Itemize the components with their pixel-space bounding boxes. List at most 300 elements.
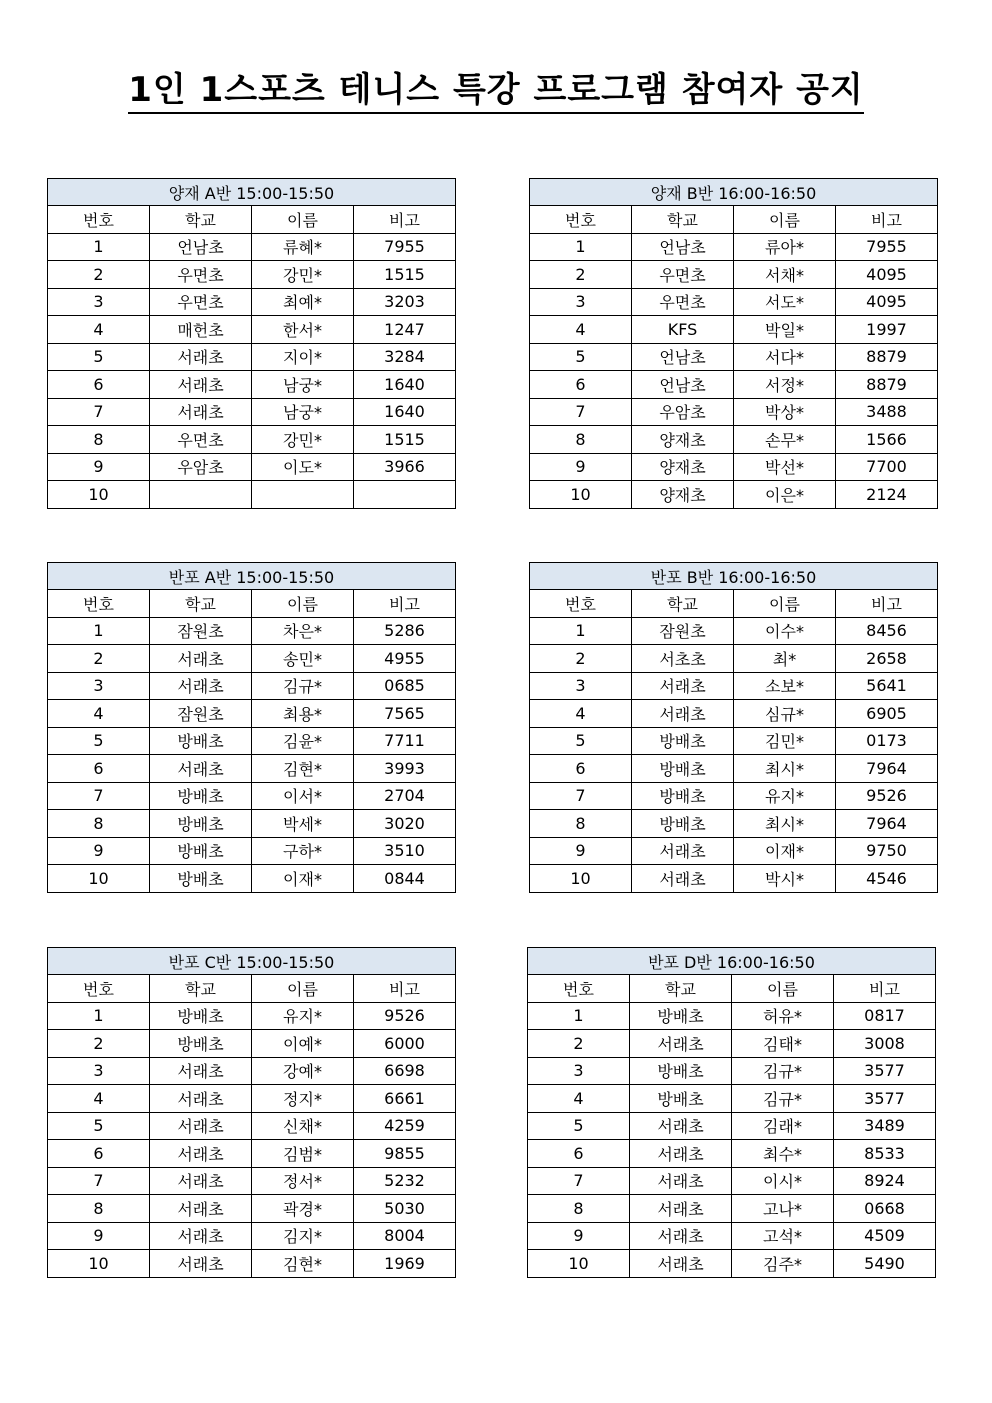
- note-cell: [354, 481, 456, 509]
- column-header: 이름: [252, 206, 354, 234]
- number-cell: 7: [530, 398, 632, 426]
- column-header: 번호: [528, 975, 630, 1003]
- note-cell: 8879: [836, 371, 938, 399]
- number-cell: 2: [48, 1030, 150, 1058]
- column-header: 비고: [354, 206, 456, 234]
- name-cell: 이재*: [734, 837, 836, 865]
- school-cell: 방배초: [632, 782, 734, 810]
- name-cell: 강민*: [252, 426, 354, 454]
- name-cell: 고석*: [732, 1222, 834, 1250]
- school-cell: 서래초: [150, 343, 252, 371]
- note-cell: 3020: [354, 810, 456, 838]
- school-cell: 서래초: [632, 837, 734, 865]
- note-cell: 8879: [836, 343, 938, 371]
- number-cell: 4: [48, 700, 150, 728]
- name-cell: 박선*: [734, 453, 836, 481]
- table-row: [48, 1002, 456, 1030]
- table-row: [48, 727, 456, 755]
- school-cell: 서래초: [630, 1195, 732, 1223]
- school-cell: 우면초: [150, 426, 252, 454]
- note-cell: 7711: [354, 727, 456, 755]
- table-row: [530, 782, 938, 810]
- table-header-row: [48, 975, 456, 1003]
- number-cell: 6: [48, 1140, 150, 1168]
- school-cell: 잠원초: [150, 617, 252, 645]
- name-cell: 소보*: [734, 672, 836, 700]
- note-cell: 6661: [354, 1085, 456, 1113]
- school-cell: 방배초: [632, 727, 734, 755]
- number-cell: 2: [48, 645, 150, 673]
- roster-table-yangjae-b: [529, 178, 938, 509]
- note-cell: 0817: [834, 1002, 936, 1030]
- number-cell: 10: [48, 481, 150, 509]
- name-cell: 서정*: [734, 371, 836, 399]
- school-cell: 서래초: [150, 1250, 252, 1278]
- name-cell: 심규*: [734, 700, 836, 728]
- note-cell: 0844: [354, 865, 456, 893]
- column-header: 번호: [48, 975, 150, 1003]
- table-row: [530, 755, 938, 783]
- name-cell: 김태*: [732, 1030, 834, 1058]
- column-header: 비고: [354, 975, 456, 1003]
- name-cell: 김규*: [732, 1085, 834, 1113]
- column-header: 번호: [48, 206, 150, 234]
- table-row: [48, 1030, 456, 1058]
- table-row: [48, 1195, 456, 1223]
- note-cell: 5232: [354, 1167, 456, 1195]
- name-cell: 김범*: [252, 1140, 354, 1168]
- number-cell: 5: [528, 1112, 630, 1140]
- school-cell: 잠원초: [150, 700, 252, 728]
- name-cell: 서도*: [734, 288, 836, 316]
- table-row: [528, 1085, 936, 1113]
- table-row: [530, 371, 938, 399]
- school-cell: 우면초: [632, 288, 734, 316]
- school-cell: 서래초: [150, 645, 252, 673]
- name-cell: 구하*: [252, 837, 354, 865]
- number-cell: 4: [528, 1085, 630, 1113]
- name-cell: 이은*: [734, 481, 836, 509]
- name-cell: 김윤*: [252, 727, 354, 755]
- column-header: 번호: [48, 590, 150, 618]
- name-cell: 박일*: [734, 316, 836, 344]
- table-row: [530, 617, 938, 645]
- name-cell: 이수*: [734, 617, 836, 645]
- school-cell: 언남초: [632, 343, 734, 371]
- number-cell: 4: [530, 316, 632, 344]
- table-header-row: [530, 206, 938, 234]
- table-row: [528, 1140, 936, 1168]
- number-cell: 1: [48, 1002, 150, 1030]
- note-cell: 7700: [836, 453, 938, 481]
- number-cell: 5: [48, 727, 150, 755]
- note-cell: 3510: [354, 837, 456, 865]
- table-row: [528, 1057, 936, 1085]
- table-row: [530, 316, 938, 344]
- table-row: [530, 672, 938, 700]
- school-cell: 서래초: [632, 672, 734, 700]
- name-cell: 유지*: [734, 782, 836, 810]
- roster-table-banpo-b: [529, 562, 938, 893]
- note-cell: 6698: [354, 1057, 456, 1085]
- name-cell: 남궁*: [252, 398, 354, 426]
- note-cell: 7955: [354, 233, 456, 261]
- table-row: [48, 617, 456, 645]
- table-row: [48, 1222, 456, 1250]
- number-cell: 9: [48, 453, 150, 481]
- note-cell: 3203: [354, 288, 456, 316]
- note-cell: 4955: [354, 645, 456, 673]
- school-cell: 서래초: [630, 1250, 732, 1278]
- table-row: [530, 727, 938, 755]
- column-header: 학교: [632, 590, 734, 618]
- note-cell: 0173: [836, 727, 938, 755]
- number-cell: 3: [48, 1057, 150, 1085]
- name-cell: 유지*: [252, 1002, 354, 1030]
- number-cell: 9: [48, 837, 150, 865]
- school-cell: 우암초: [150, 453, 252, 481]
- name-cell: 최*: [734, 645, 836, 673]
- number-cell: 6: [530, 755, 632, 783]
- school-cell: 서래초: [630, 1030, 732, 1058]
- note-cell: 8456: [836, 617, 938, 645]
- table-row: [530, 343, 938, 371]
- table-row: [530, 426, 938, 454]
- name-cell: 김현*: [252, 1250, 354, 1278]
- table-caption: 반포 C반 15:00-15:50: [48, 948, 456, 975]
- table-row: [528, 1195, 936, 1223]
- note-cell: 3577: [834, 1085, 936, 1113]
- school-cell: 언남초: [150, 233, 252, 261]
- name-cell: 허유*: [732, 1002, 834, 1030]
- number-cell: 2: [530, 645, 632, 673]
- name-cell: 김규*: [732, 1057, 834, 1085]
- note-cell: 3577: [834, 1057, 936, 1085]
- table-row: [48, 1250, 456, 1278]
- table-row: [48, 1085, 456, 1113]
- number-cell: 9: [530, 453, 632, 481]
- number-cell: 8: [48, 810, 150, 838]
- school-cell: 방배초: [632, 810, 734, 838]
- number-cell: 3: [528, 1057, 630, 1085]
- column-header: 학교: [150, 206, 252, 234]
- note-cell: 5490: [834, 1250, 936, 1278]
- number-cell: 7: [528, 1167, 630, 1195]
- number-cell: 4: [530, 700, 632, 728]
- column-header: 이름: [252, 975, 354, 1003]
- column-header: 번호: [530, 590, 632, 618]
- school-cell: 방배초: [632, 755, 734, 783]
- note-cell: 1640: [354, 398, 456, 426]
- note-cell: 1640: [354, 371, 456, 399]
- table-caption: 반포 D반 16:00-16:50: [528, 948, 936, 975]
- table-row: [48, 453, 456, 481]
- school-cell: 서래초: [632, 865, 734, 893]
- note-cell: 1515: [354, 426, 456, 454]
- school-cell: 방배초: [150, 1030, 252, 1058]
- note-cell: 1566: [836, 426, 938, 454]
- note-cell: 7964: [836, 755, 938, 783]
- note-cell: 3284: [354, 343, 456, 371]
- name-cell: 김규*: [252, 672, 354, 700]
- note-cell: 3966: [354, 453, 456, 481]
- column-header: 번호: [530, 206, 632, 234]
- number-cell: 5: [48, 343, 150, 371]
- table-row: [528, 1250, 936, 1278]
- table-row: [48, 700, 456, 728]
- name-cell: 고나*: [732, 1195, 834, 1223]
- number-cell: 7: [48, 782, 150, 810]
- number-cell: 9: [528, 1222, 630, 1250]
- school-cell: 언남초: [632, 371, 734, 399]
- table-header-row: [530, 590, 938, 618]
- name-cell: 최수*: [732, 1140, 834, 1168]
- table-header-row: [48, 206, 456, 234]
- school-cell: 서래초: [150, 1167, 252, 1195]
- table-row: [48, 782, 456, 810]
- name-cell: 한서*: [252, 316, 354, 344]
- note-cell: 1969: [354, 1250, 456, 1278]
- name-cell: 김주*: [732, 1250, 834, 1278]
- number-cell: 2: [528, 1030, 630, 1058]
- name-cell: 신채*: [252, 1112, 354, 1140]
- table-row: [48, 1140, 456, 1168]
- name-cell: 강예*: [252, 1057, 354, 1085]
- note-cell: 1247: [354, 316, 456, 344]
- school-cell: 서래초: [150, 672, 252, 700]
- table-header-row: [528, 975, 936, 1003]
- school-cell: 서래초: [150, 1085, 252, 1113]
- name-cell: 정서*: [252, 1167, 354, 1195]
- name-cell: 이시*: [732, 1167, 834, 1195]
- note-cell: 4509: [834, 1222, 936, 1250]
- name-cell: 이재*: [252, 865, 354, 893]
- table-row: [48, 837, 456, 865]
- name-cell: 정지*: [252, 1085, 354, 1113]
- note-cell: 5286: [354, 617, 456, 645]
- note-cell: 4095: [836, 288, 938, 316]
- table-row: [528, 1030, 936, 1058]
- table-caption: 반포 B반 16:00-16:50: [530, 563, 938, 590]
- name-cell: 박상*: [734, 398, 836, 426]
- number-cell: 3: [530, 672, 632, 700]
- table-row: [48, 755, 456, 783]
- name-cell: 최시*: [734, 755, 836, 783]
- name-cell: 이서*: [252, 782, 354, 810]
- school-cell: 서래초: [630, 1112, 732, 1140]
- note-cell: 9855: [354, 1140, 456, 1168]
- number-cell: 2: [48, 261, 150, 289]
- note-cell: 2124: [836, 481, 938, 509]
- name-cell: 김민*: [734, 727, 836, 755]
- column-header: 이름: [732, 975, 834, 1003]
- table-row: [48, 645, 456, 673]
- note-cell: 4259: [354, 1112, 456, 1140]
- number-cell: 8: [530, 426, 632, 454]
- number-cell: 4: [48, 316, 150, 344]
- column-header: 비고: [836, 206, 938, 234]
- column-header: 학교: [630, 975, 732, 1003]
- school-cell: 우암초: [632, 398, 734, 426]
- column-header: 비고: [354, 590, 456, 618]
- note-cell: 7955: [836, 233, 938, 261]
- table-row: [530, 398, 938, 426]
- name-cell: 류혜*: [252, 233, 354, 261]
- table-caption: 양재 B반 16:00-16:50: [530, 179, 938, 206]
- name-cell: 최시*: [734, 810, 836, 838]
- table-row: [48, 261, 456, 289]
- roster-table-banpo-d: [527, 947, 936, 1278]
- school-cell: 서래초: [630, 1140, 732, 1168]
- number-cell: 1: [528, 1002, 630, 1030]
- name-cell: 서다*: [734, 343, 836, 371]
- name-cell: 박세*: [252, 810, 354, 838]
- number-cell: 3: [530, 288, 632, 316]
- number-cell: 2: [530, 261, 632, 289]
- table-row: [530, 453, 938, 481]
- number-cell: 5: [530, 343, 632, 371]
- table-row: [530, 645, 938, 673]
- school-cell: 서초초: [632, 645, 734, 673]
- number-cell: 7: [530, 782, 632, 810]
- name-cell: 곽경*: [252, 1195, 354, 1223]
- number-cell: 5: [48, 1112, 150, 1140]
- number-cell: 8: [528, 1195, 630, 1223]
- number-cell: 1: [48, 617, 150, 645]
- column-header: 비고: [834, 975, 936, 1003]
- school-cell: KFS: [632, 316, 734, 344]
- table-row: [530, 837, 938, 865]
- number-cell: 3: [48, 672, 150, 700]
- school-cell: 서래초: [632, 700, 734, 728]
- number-cell: 7: [48, 398, 150, 426]
- school-cell: 우면초: [150, 261, 252, 289]
- school-cell: 서래초: [150, 755, 252, 783]
- name-cell: 김현*: [252, 755, 354, 783]
- table-row: [48, 233, 456, 261]
- table-row: [530, 233, 938, 261]
- name-cell: 김지*: [252, 1222, 354, 1250]
- note-cell: 8924: [834, 1167, 936, 1195]
- school-cell: 양재초: [632, 426, 734, 454]
- name-cell: [252, 481, 354, 509]
- number-cell: 10: [48, 1250, 150, 1278]
- column-header: 학교: [150, 590, 252, 618]
- table-row: [530, 810, 938, 838]
- table-row: [530, 261, 938, 289]
- column-header: 비고: [836, 590, 938, 618]
- name-cell: 강민*: [252, 261, 354, 289]
- number-cell: 6: [48, 371, 150, 399]
- note-cell: 6000: [354, 1030, 456, 1058]
- page-title-text: 1인 1스포츠 테니스 특강 프로그램 참여자 공지: [128, 70, 864, 114]
- school-cell: 방배초: [150, 810, 252, 838]
- note-cell: 3008: [834, 1030, 936, 1058]
- school-cell: 방배초: [630, 1057, 732, 1085]
- table-row: [530, 865, 938, 893]
- number-cell: 6: [530, 371, 632, 399]
- name-cell: 손무*: [734, 426, 836, 454]
- number-cell: 4: [48, 1085, 150, 1113]
- table-row: [48, 865, 456, 893]
- school-cell: 양재초: [632, 453, 734, 481]
- number-cell: 8: [48, 426, 150, 454]
- table-row: [528, 1222, 936, 1250]
- name-cell: 서채*: [734, 261, 836, 289]
- note-cell: 4546: [836, 865, 938, 893]
- school-cell: 서래초: [150, 1140, 252, 1168]
- table-row: [48, 316, 456, 344]
- name-cell: 류아*: [734, 233, 836, 261]
- number-cell: 1: [530, 233, 632, 261]
- note-cell: 0685: [354, 672, 456, 700]
- table-header-row: [48, 590, 456, 618]
- roster-table-banpo-c: [47, 947, 456, 1278]
- school-cell: 서래초: [150, 1195, 252, 1223]
- name-cell: 김래*: [732, 1112, 834, 1140]
- table-caption: 양재 A반 15:00-15:50: [48, 179, 456, 206]
- table-row: [528, 1112, 936, 1140]
- note-cell: 9750: [836, 837, 938, 865]
- school-cell: 서래초: [150, 1222, 252, 1250]
- name-cell: 최예*: [252, 288, 354, 316]
- column-header: 이름: [252, 590, 354, 618]
- number-cell: 9: [530, 837, 632, 865]
- table-row: [48, 1112, 456, 1140]
- column-header: 이름: [734, 206, 836, 234]
- number-cell: 8: [48, 1195, 150, 1223]
- table-row: [530, 288, 938, 316]
- school-cell: 언남초: [632, 233, 734, 261]
- note-cell: 3489: [834, 1112, 936, 1140]
- note-cell: 5030: [354, 1195, 456, 1223]
- table-row: [48, 343, 456, 371]
- school-cell: 방배초: [630, 1002, 732, 1030]
- number-cell: 10: [528, 1250, 630, 1278]
- name-cell: 지이*: [252, 343, 354, 371]
- note-cell: 4095: [836, 261, 938, 289]
- school-cell: 우면초: [632, 261, 734, 289]
- table-row: [48, 371, 456, 399]
- school-cell: 방배초: [150, 865, 252, 893]
- name-cell: 이예*: [252, 1030, 354, 1058]
- name-cell: 이도*: [252, 453, 354, 481]
- table-row: [48, 398, 456, 426]
- school-cell: 서래초: [150, 1112, 252, 1140]
- table-row: [48, 810, 456, 838]
- school-cell: 방배초: [630, 1085, 732, 1113]
- note-cell: 9526: [354, 1002, 456, 1030]
- note-cell: 5641: [836, 672, 938, 700]
- school-cell: 서래초: [630, 1167, 732, 1195]
- table-row: [48, 1167, 456, 1195]
- table-row: [48, 1057, 456, 1085]
- school-cell: 서래초: [150, 1057, 252, 1085]
- table-row: [530, 700, 938, 728]
- roster-table-banpo-a: [47, 562, 456, 893]
- note-cell: 7565: [354, 700, 456, 728]
- number-cell: 10: [48, 865, 150, 893]
- note-cell: 8004: [354, 1222, 456, 1250]
- name-cell: 차은*: [252, 617, 354, 645]
- school-cell: 서래초: [150, 371, 252, 399]
- note-cell: 1515: [354, 261, 456, 289]
- column-header: 이름: [734, 590, 836, 618]
- name-cell: 최용*: [252, 700, 354, 728]
- name-cell: 박시*: [734, 865, 836, 893]
- note-cell: 0668: [834, 1195, 936, 1223]
- school-cell: 잠원초: [632, 617, 734, 645]
